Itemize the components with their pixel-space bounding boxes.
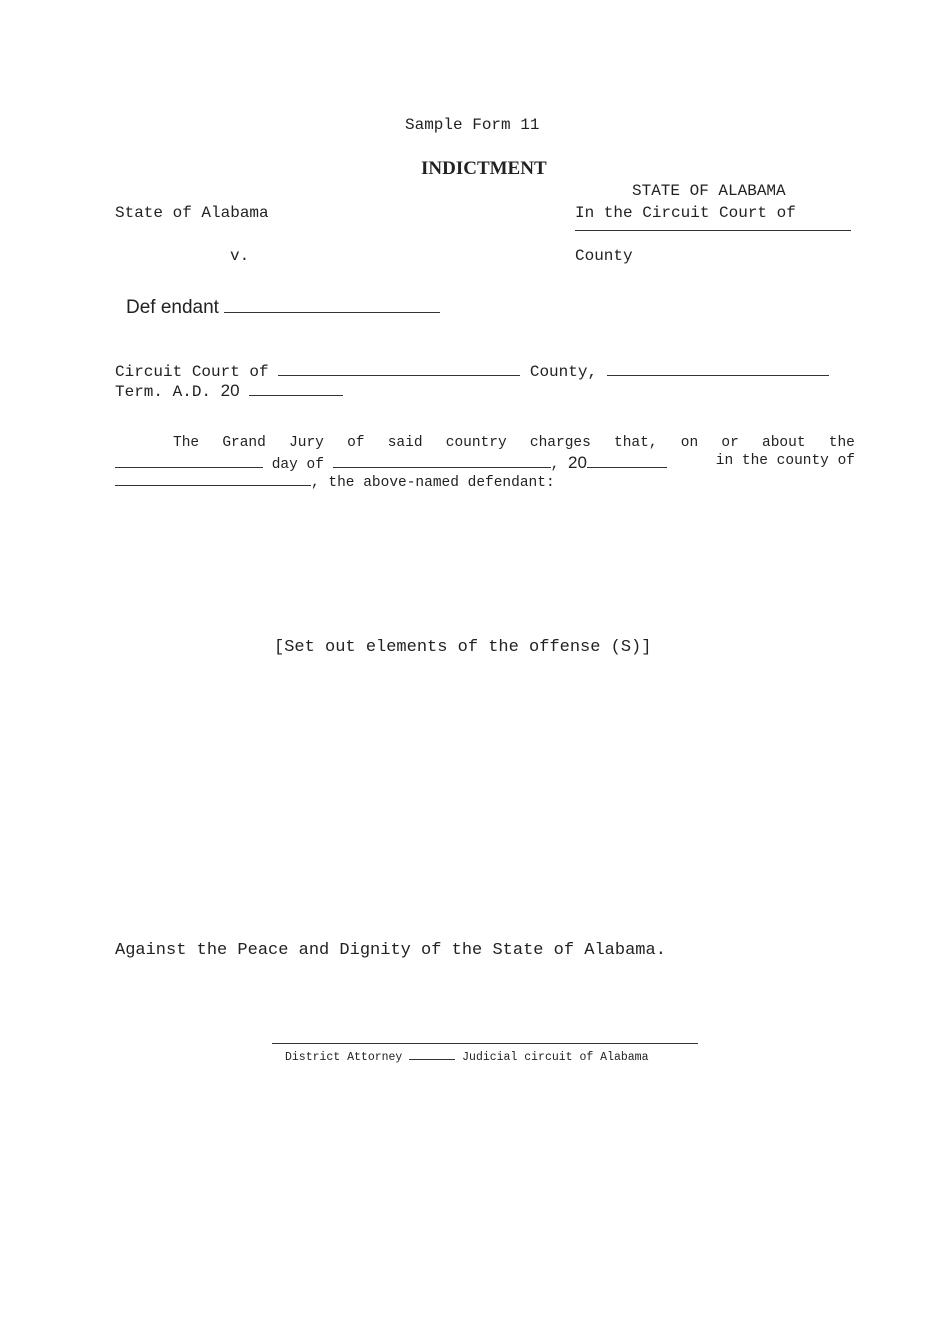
offense-placeholder: [Set out elements of the offense (S)] — [274, 638, 652, 657]
defendant-blank — [224, 294, 440, 313]
closing-statement: Against the Peace and Dignity of the State of Alabama. — [115, 941, 666, 960]
county-blank — [575, 230, 851, 231]
signature-line — [272, 1043, 698, 1044]
plaintiff-name: State of Alabama — [115, 204, 269, 222]
charge-word: or — [721, 435, 739, 451]
day-blank — [115, 453, 263, 468]
term-line — [115, 381, 343, 401]
charge-line-1 — [115, 435, 855, 451]
document-title: INDICTMENT — [421, 158, 547, 179]
sample-form-label: Sample Form 11 — [405, 116, 540, 134]
charge-word: The — [173, 435, 200, 451]
county-of-blank — [115, 471, 311, 486]
charge-word: that, — [614, 435, 658, 451]
court-line — [115, 361, 829, 381]
circuit-court-label: Circuit Court of — [115, 363, 269, 381]
signature-caption — [285, 1049, 648, 1064]
term-year-blank — [249, 381, 343, 396]
charge-word: said — [387, 435, 423, 451]
charge-word: country — [445, 435, 507, 451]
district-attorney-label: District Attorney — [285, 1051, 403, 1064]
defendant-label: Def endant — [126, 297, 219, 318]
charge-word: Grand — [222, 435, 266, 451]
charge-word: the — [828, 435, 855, 451]
charge-line-2 — [115, 453, 667, 473]
county-name-blank — [607, 361, 829, 376]
circuit-court-blank — [278, 361, 520, 376]
county-comma-label: County, — [529, 363, 598, 381]
in-county-of-label: in the county of — [715, 453, 855, 469]
charge-year-prefix: 20 — [568, 453, 587, 472]
charge-year-blank — [587, 453, 667, 468]
term-label: Term. A.D. — [115, 383, 212, 401]
circuit-number-blank — [409, 1049, 455, 1060]
judicial-circuit-label: Judicial circuit of Alabama — [462, 1051, 649, 1064]
charge-word: about — [762, 435, 806, 451]
charge-line-3 — [115, 471, 555, 491]
term-year-prefix: 20 — [220, 381, 240, 400]
day-of-label: day of — [271, 457, 324, 473]
court-of-label: In the Circuit Court of — [575, 204, 796, 222]
charge-word: on — [680, 435, 699, 451]
county-label: County — [575, 247, 633, 265]
charge-word: of — [347, 435, 365, 451]
comma-label: , — [550, 457, 560, 473]
month-blank — [333, 453, 551, 468]
defendant-phrase: , the above-named defendant: — [311, 475, 555, 491]
defendant-line — [126, 294, 440, 319]
charge-word: Jury — [289, 435, 324, 451]
charge-word: charges — [529, 435, 591, 451]
state-heading: STATE OF ALABAMA — [632, 182, 786, 200]
versus-label: v. — [230, 247, 250, 265]
